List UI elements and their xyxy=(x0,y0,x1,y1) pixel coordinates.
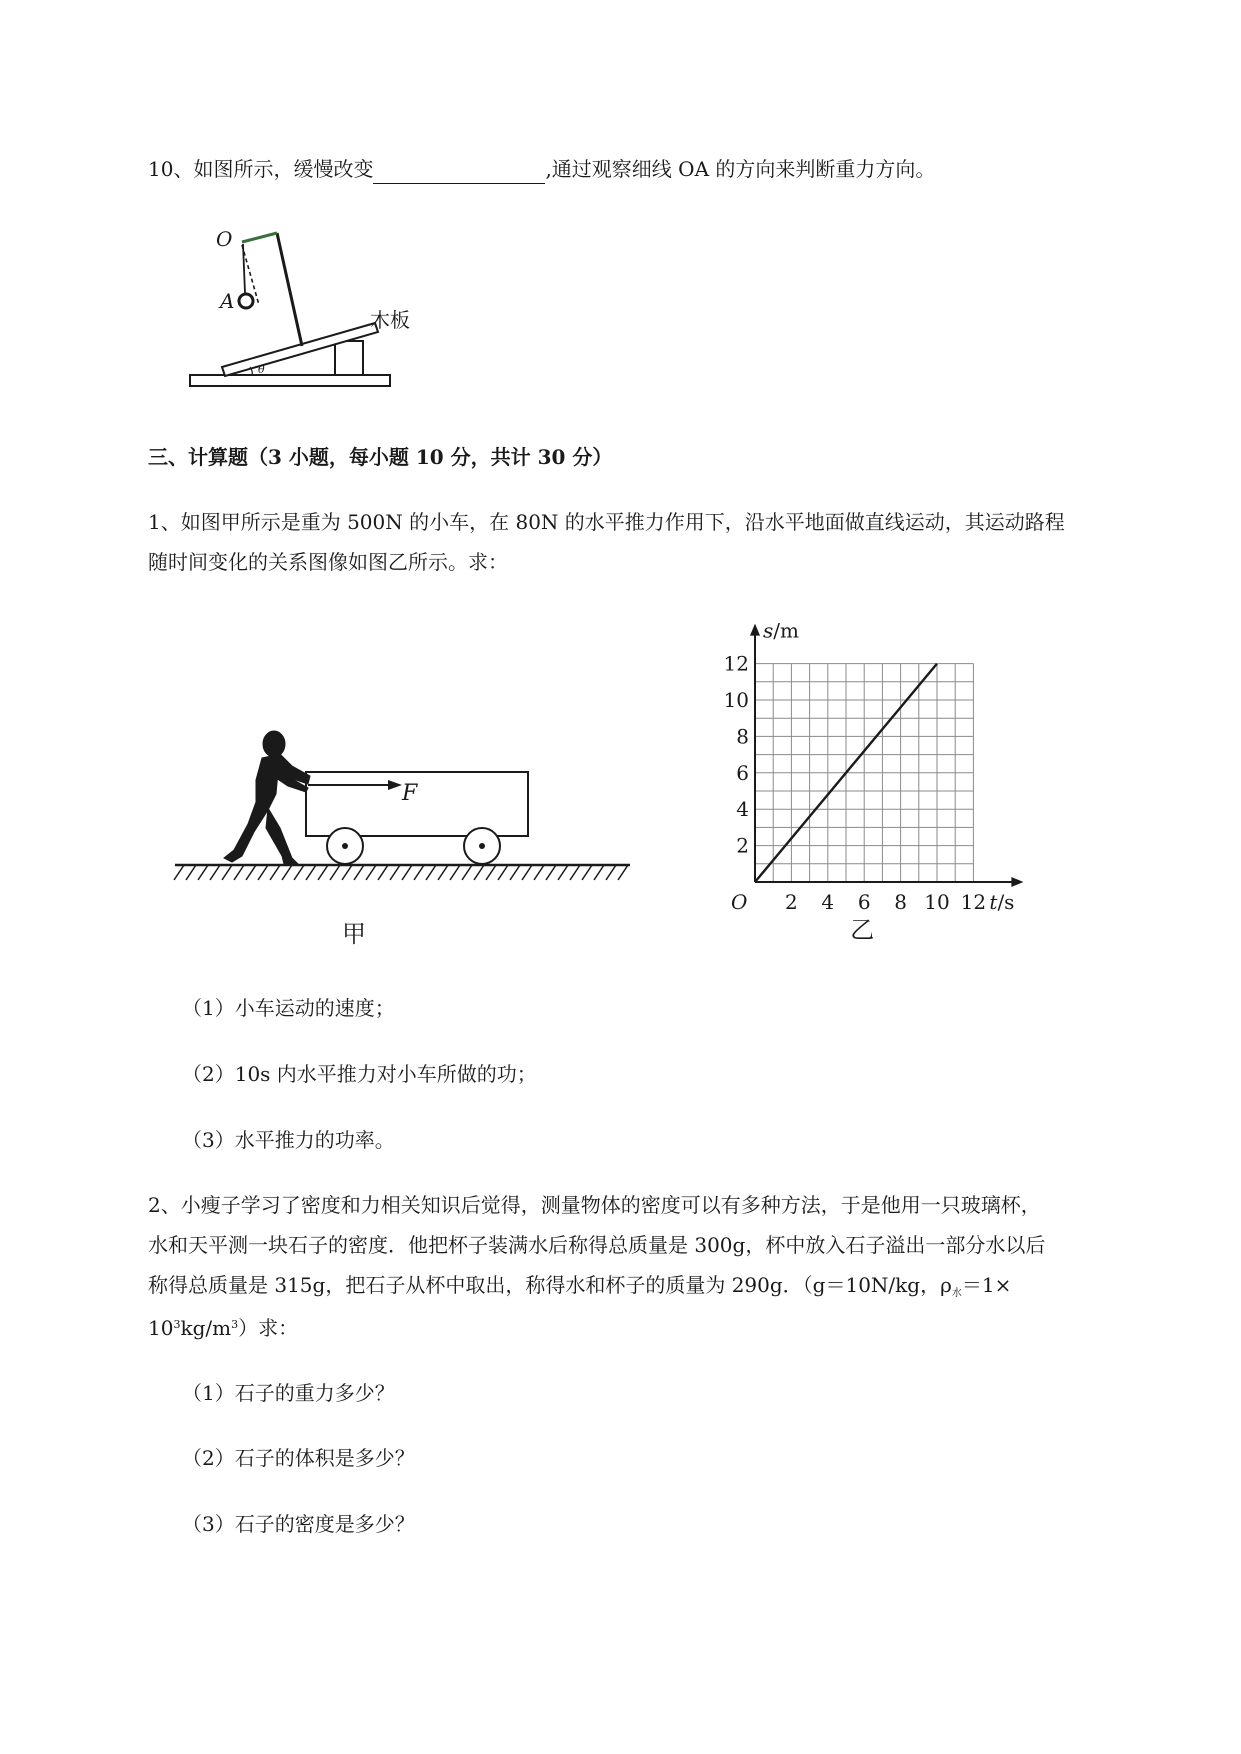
q10-text xyxy=(148,155,935,184)
ground-hatch-mark xyxy=(522,865,532,880)
stand-rod xyxy=(277,233,302,346)
ground-hatch-mark xyxy=(210,865,220,880)
label-board: 木板 xyxy=(370,308,410,332)
ground-hatch-mark xyxy=(474,865,484,880)
y-tick-label: 4 xyxy=(736,797,749,822)
base-plank xyxy=(190,375,390,386)
label-o: O xyxy=(216,227,233,251)
p2-line3-a: 称得总质量是 315g，把石子从杯中取出，称得水和杯子的质量为 290g．（g＝10N/kg，ρ xyxy=(148,1273,952,1297)
ground-hatch-mark xyxy=(366,865,376,880)
x-tick-label: 12 xyxy=(960,890,987,914)
q10-prefix: 10、如图所示，缓慢改变 xyxy=(148,157,374,181)
q10-figure xyxy=(180,215,420,395)
ground-hatch-mark xyxy=(318,865,328,880)
ground-hatch-mark xyxy=(450,865,460,880)
exp-1: 3 xyxy=(173,1318,181,1331)
p1-q1: （1）小车运动的速度； xyxy=(182,996,395,1020)
p2-line2: 水和天平测一块石子的密度．他把杯子装满水后称得总质量是 300g，杯中放入石子溢出一部分水以后 xyxy=(148,1233,1046,1257)
ground-hatch-mark xyxy=(222,865,232,880)
ground-hatch-mark xyxy=(270,865,280,880)
ground-hatch-mark xyxy=(306,865,316,880)
q10-answer-blank[interactable] xyxy=(373,155,545,184)
y-axis-var: s xyxy=(763,618,774,643)
y-tick-label: 8 xyxy=(736,724,749,749)
y-tick-label: 12 xyxy=(723,651,749,676)
ball-a xyxy=(239,294,253,308)
force-label: F xyxy=(402,781,418,806)
ground-hatch-mark xyxy=(462,865,472,880)
ground-hatch-mark xyxy=(558,865,568,880)
exp-2: 3 xyxy=(231,1318,239,1331)
p1-line2: 随时间变化的关系图像如图乙所示。求： xyxy=(148,550,508,574)
ground-hatch-mark xyxy=(618,865,628,880)
ground-hatch-mark xyxy=(390,865,400,880)
support-block xyxy=(335,341,363,375)
ground-hatch-mark xyxy=(234,865,244,880)
p2-line3-b: ＝1× xyxy=(961,1273,1012,1297)
ground-hatch-mark xyxy=(186,865,196,880)
theta-label: θ xyxy=(258,363,265,376)
ground-hatch-mark xyxy=(582,865,592,880)
ground-hatch-mark xyxy=(402,865,412,880)
section-title: 三、计算题（3 小题，每小题 10 分，共计 30 分） xyxy=(148,445,613,469)
label-a: A xyxy=(220,289,235,313)
y-axis-label xyxy=(763,619,799,643)
x-tick-label: 8 xyxy=(894,890,907,914)
ground-hatch-mark xyxy=(570,865,580,880)
rho-subscript: 水 xyxy=(951,1288,962,1299)
ground-hatch-mark xyxy=(342,865,352,880)
stand-top-bar xyxy=(242,233,277,242)
ground-hatch-mark xyxy=(330,865,340,880)
ground-hatch-mark xyxy=(246,865,256,880)
ground-hatch-mark xyxy=(510,865,520,880)
ground-hatch-mark xyxy=(498,865,508,880)
y-tick-label: 6 xyxy=(736,760,749,785)
p2-q3: （3）石子的密度是多少？ xyxy=(182,1512,415,1536)
p2-q2: （2）石子的体积是多少？ xyxy=(182,1446,415,1470)
p2-line1: 2、小瘦子学习了密度和力相关知识后觉得，测量物体的密度可以有多种方法，于是他用一只玻璃杯， xyxy=(148,1193,1041,1217)
p1-line1: 1、如图甲所示是重为 500N 的小车，在 80N 的水平推力作用下，沿水平地面做直线运动，其运动路程 xyxy=(148,510,1065,534)
y-tick-label: 10 xyxy=(723,688,749,712)
ground-hatch-mark xyxy=(354,865,364,880)
x-tick-label: 2 xyxy=(785,890,798,914)
ground-hatch-mark xyxy=(546,865,556,880)
x-axis-arrow xyxy=(1011,877,1023,887)
p2-line4 xyxy=(148,1311,298,1342)
x-axis-unit: /s xyxy=(997,890,1015,914)
ground-hatch-mark xyxy=(606,865,616,880)
ground-hatch xyxy=(174,865,628,880)
string-oa xyxy=(243,244,245,293)
y-axis-unit: /m xyxy=(773,618,799,643)
ground-hatch-mark xyxy=(174,865,184,880)
p2-line4-b: kg/m xyxy=(180,1316,232,1340)
ground-hatch-mark xyxy=(426,865,436,880)
figure-yi-chart xyxy=(720,610,1020,960)
ground-hatch-mark xyxy=(414,865,424,880)
p2-line4-a: 10 xyxy=(148,1316,174,1340)
ground-hatch-mark xyxy=(258,865,268,880)
p2-q1: （1）石子的重力多少？ xyxy=(182,1381,395,1405)
p1-q2: （2）10s 内水平推力对小车所做的功； xyxy=(182,1062,537,1086)
ground-hatch-mark xyxy=(486,865,496,880)
ground-hatch-mark xyxy=(198,865,208,880)
x-tick-label: 4 xyxy=(821,890,835,914)
ground-hatch-mark xyxy=(282,865,292,880)
q10-suffix: ,通过观察细线 OA 的方向来判断重力方向。 xyxy=(545,157,936,181)
caption-yi: 乙 xyxy=(850,916,875,944)
cart-wheel-right-hub xyxy=(479,843,485,849)
y-tick-label: 2 xyxy=(736,833,749,858)
person-silhouette xyxy=(224,731,310,864)
origin-label: O xyxy=(731,890,748,914)
figure-jia xyxy=(170,730,640,950)
ground-hatch-mark xyxy=(534,865,544,880)
p1-q3: （3）水平推力的功率。 xyxy=(182,1128,395,1152)
ground-hatch-mark xyxy=(594,865,604,880)
p2-line4-c: ）求： xyxy=(238,1316,299,1340)
ground-hatch-mark xyxy=(294,865,304,880)
x-tick-label: 6 xyxy=(857,890,871,914)
ground-hatch-mark xyxy=(378,865,388,880)
ground-hatch-mark xyxy=(438,865,448,880)
p2-line3 xyxy=(148,1271,1011,1308)
cart-wheel-left-hub xyxy=(342,843,348,849)
x-axis-var: t xyxy=(989,890,998,914)
x-tick-label: 10 xyxy=(924,890,950,914)
y-axis-arrow xyxy=(750,624,760,636)
caption-jia: 甲 xyxy=(342,920,366,948)
x-axis-label xyxy=(989,890,1014,914)
